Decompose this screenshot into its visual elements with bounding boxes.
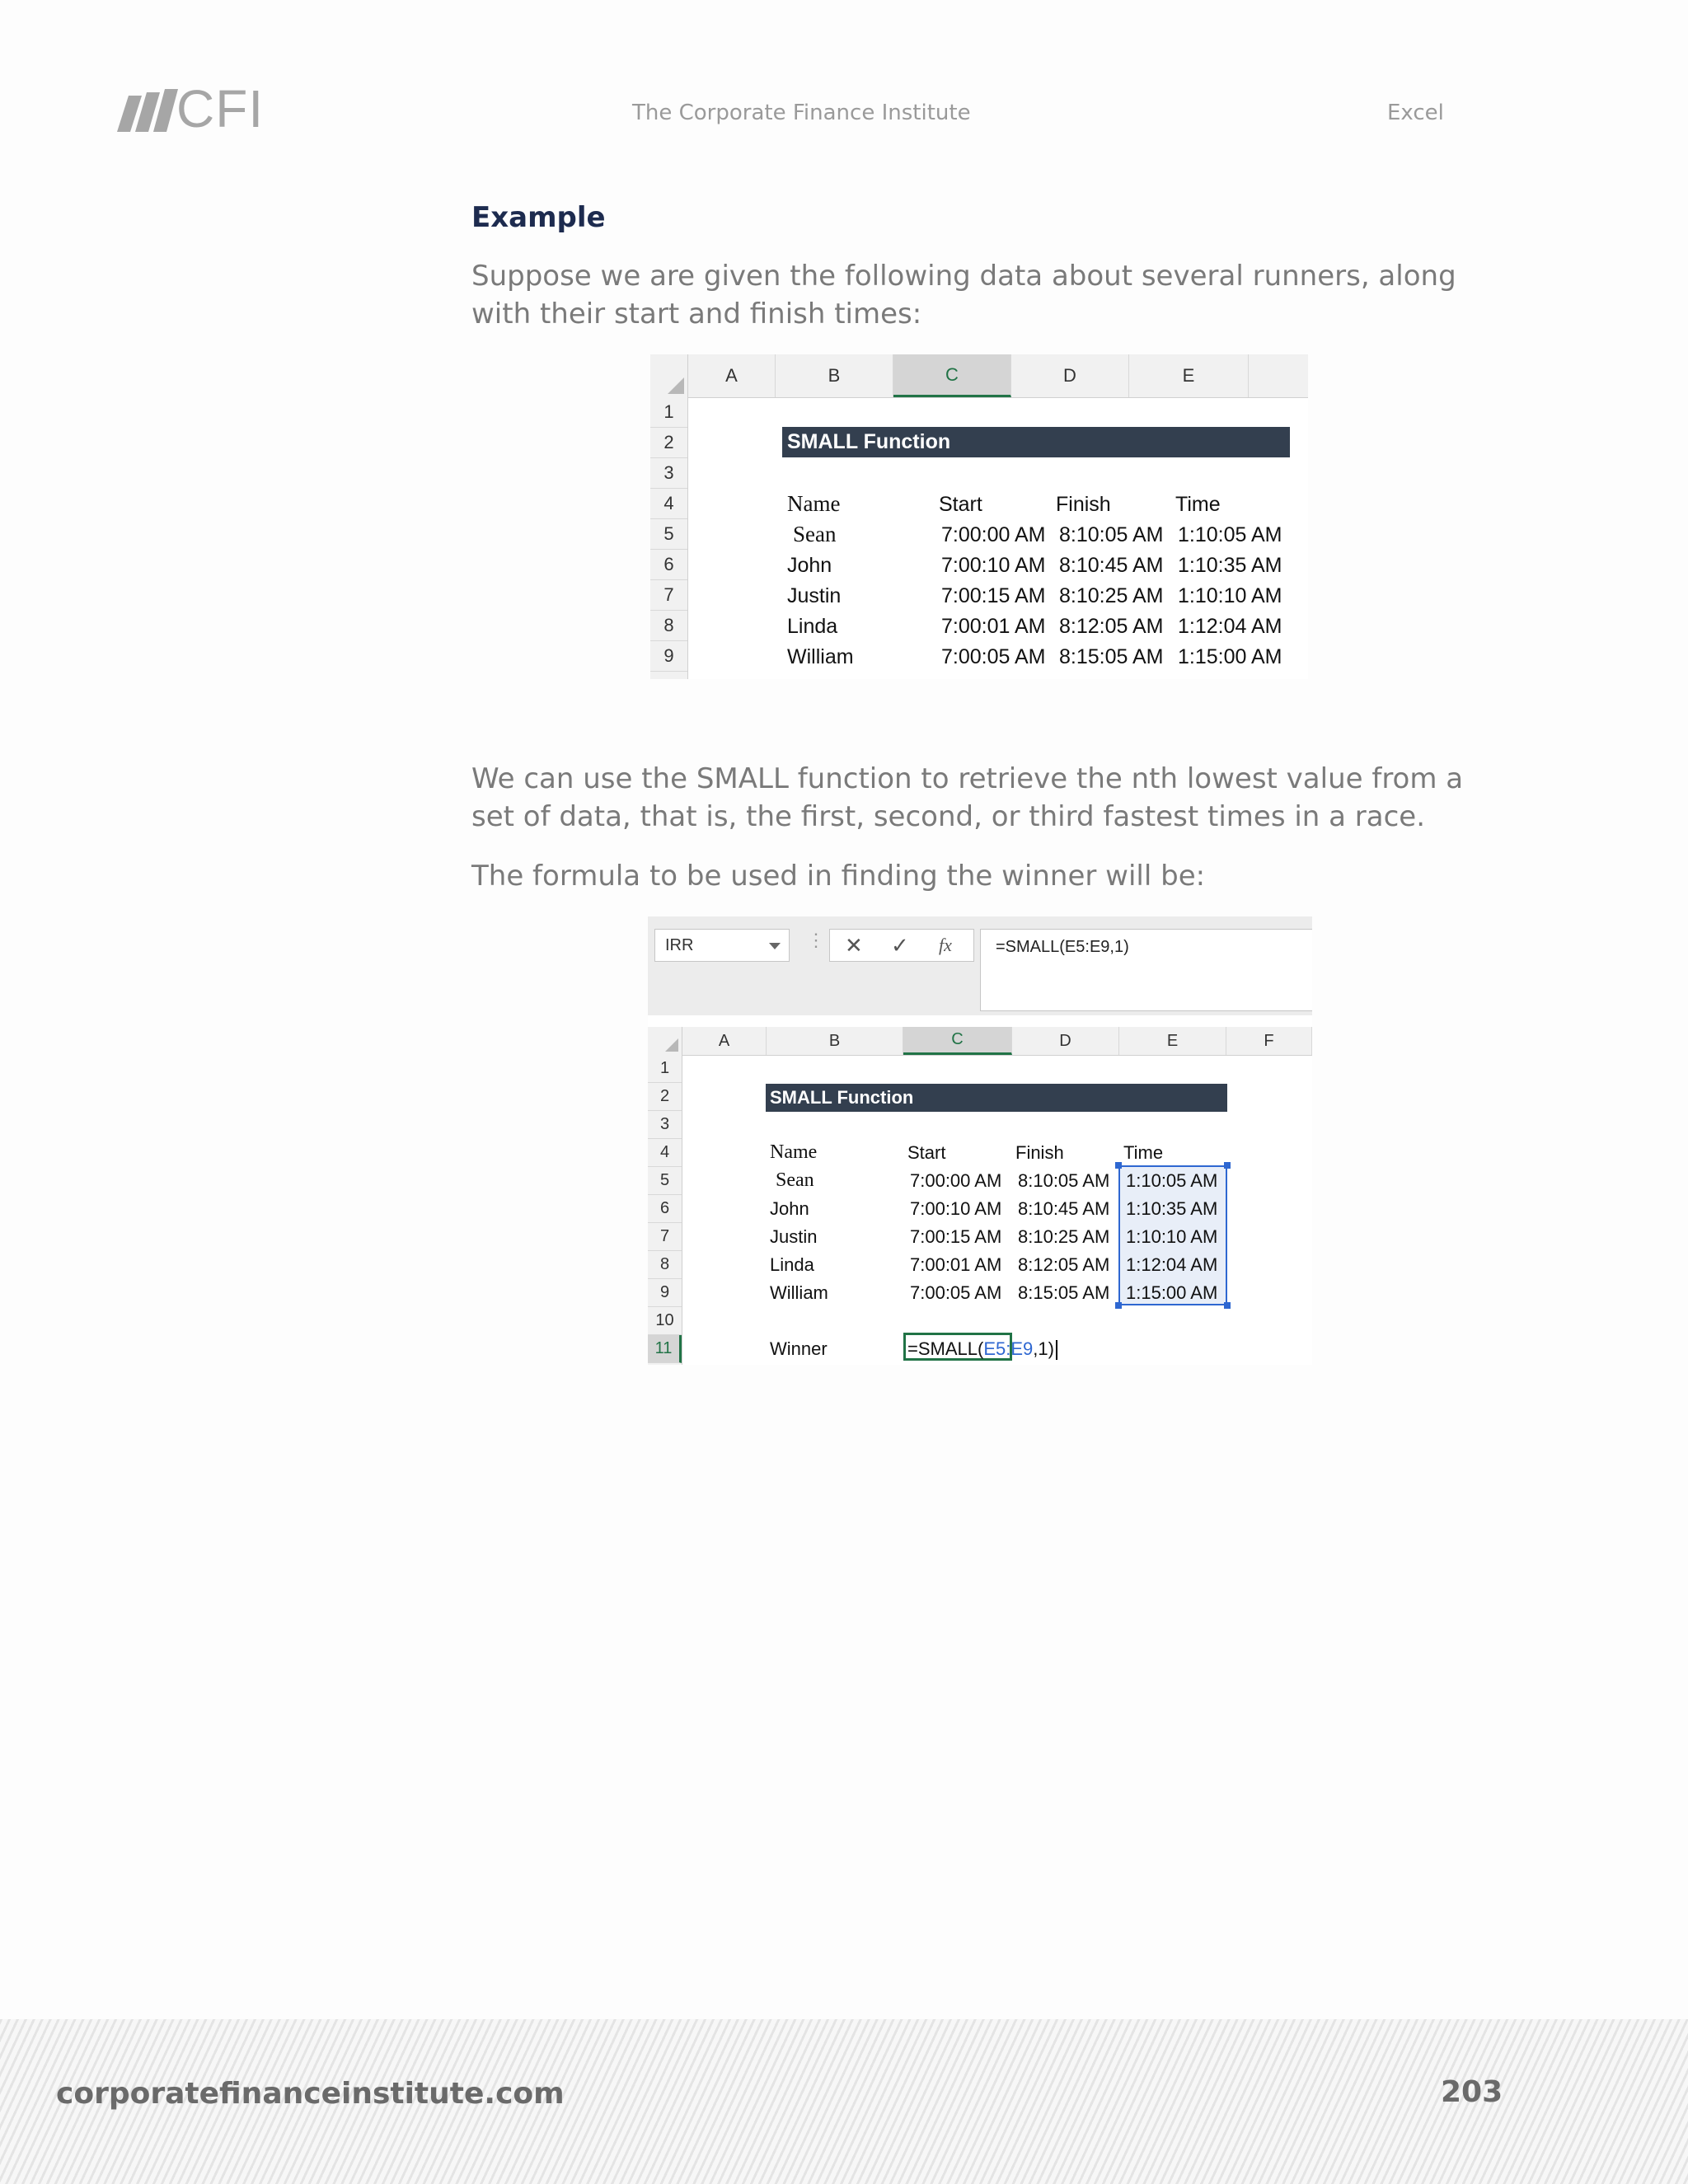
paragraph-formula-intro: The formula to be used in finding the winner will be: bbox=[471, 860, 1206, 893]
select-all-corner[interactable] bbox=[650, 354, 688, 397]
row-header[interactable]: 7 bbox=[650, 580, 687, 611]
header-section: Excel bbox=[1387, 101, 1444, 125]
cell-finish[interactable]: 8:15:05 AM bbox=[1059, 645, 1164, 668]
row-header[interactable]: 6 bbox=[650, 550, 687, 580]
selection-handle[interactable] bbox=[1224, 1162, 1231, 1169]
header-time[interactable]: Time bbox=[1123, 1142, 1164, 1163]
row-header[interactable]: 2 bbox=[648, 1083, 682, 1111]
selection-handle[interactable] bbox=[1224, 1302, 1231, 1309]
more-options-icon[interactable]: ⋮ bbox=[807, 930, 825, 950]
cell-start[interactable]: 7:00:01 AM bbox=[910, 1254, 1002, 1275]
function-icon[interactable]: fx bbox=[939, 935, 952, 955]
cell-time[interactable]: 1:12:04 AM bbox=[1126, 1254, 1218, 1275]
cell-finish[interactable]: 8:15:05 AM bbox=[1018, 1282, 1110, 1303]
row-header[interactable]: 5 bbox=[648, 1167, 682, 1195]
cell-start[interactable]: 7:00:15 AM bbox=[941, 584, 1046, 607]
cell-name[interactable]: Sean bbox=[793, 522, 837, 546]
cell-finish[interactable]: 8:10:05 AM bbox=[1018, 1170, 1110, 1191]
cell-time[interactable]: 1:15:00 AM bbox=[1126, 1282, 1218, 1303]
row-header[interactable]: 5 bbox=[650, 519, 687, 550]
cell-time[interactable]: 1:10:35 AM bbox=[1178, 554, 1282, 577]
cell-finish[interactable]: 8:10:45 AM bbox=[1018, 1198, 1110, 1219]
column-header-a[interactable]: A bbox=[688, 354, 776, 397]
cell-finish[interactable]: 8:12:05 AM bbox=[1018, 1254, 1110, 1275]
cell-start[interactable]: 7:00:00 AM bbox=[910, 1170, 1002, 1191]
sheet-title-bar[interactable]: SMALL Function bbox=[766, 1084, 1227, 1112]
header-finish[interactable]: Finish bbox=[1015, 1142, 1064, 1163]
column-header-a[interactable]: A bbox=[682, 1027, 767, 1055]
cell-finish[interactable]: 8:10:45 AM bbox=[1059, 554, 1164, 577]
formula-edit[interactable] bbox=[907, 1338, 1057, 1360]
header-time[interactable]: Time bbox=[1175, 493, 1221, 516]
cell-start[interactable]: 7:00:01 AM bbox=[941, 615, 1046, 638]
cell-finish[interactable]: 8:10:25 AM bbox=[1018, 1226, 1110, 1247]
formula-prefix: =SMALL( bbox=[907, 1338, 984, 1359]
column-header-c[interactable]: C bbox=[903, 1027, 1012, 1055]
column-header-f[interactable]: F bbox=[1226, 1027, 1312, 1055]
formula-bar-text: =SMALL(E5:E9,1) bbox=[996, 938, 1129, 956]
cell-time[interactable]: 1:10:10 AM bbox=[1178, 584, 1282, 607]
row-header[interactable]: 1 bbox=[648, 1055, 682, 1083]
row-headers bbox=[648, 1055, 682, 1365]
cell-time[interactable]: 1:10:35 AM bbox=[1126, 1198, 1218, 1219]
cancel-icon[interactable]: ✕ bbox=[845, 933, 863, 958]
cell-start[interactable]: 7:00:10 AM bbox=[941, 554, 1046, 577]
row-header[interactable]: 10 bbox=[648, 1307, 682, 1335]
row-header[interactable]: 7 bbox=[648, 1223, 682, 1251]
formula-bar-input[interactable] bbox=[980, 929, 1312, 1011]
paragraph-intro: Suppose we are given the following data about several runners, along with their start and finish times: bbox=[471, 260, 1456, 330]
cell-finish[interactable]: 8:10:25 AM bbox=[1059, 584, 1164, 607]
formula-range-ref: E5:E9 bbox=[983, 1338, 1034, 1359]
text-cursor bbox=[1056, 1340, 1057, 1360]
column-header-e[interactable]: E bbox=[1129, 354, 1249, 397]
cell-start[interactable]: 7:00:05 AM bbox=[941, 645, 1046, 668]
row-header[interactable]: 9 bbox=[648, 1279, 682, 1307]
cell-name[interactable]: William bbox=[770, 1282, 828, 1303]
row-header[interactable]: 2 bbox=[650, 428, 687, 458]
formula-suffix: ,1) bbox=[1033, 1338, 1054, 1359]
selection-handle[interactable] bbox=[1115, 1302, 1122, 1309]
column-header-b[interactable]: B bbox=[776, 354, 893, 397]
name-box[interactable] bbox=[654, 929, 790, 962]
cell-name[interactable]: Justin bbox=[787, 584, 842, 607]
selection-handle[interactable] bbox=[1115, 1162, 1122, 1169]
header-name[interactable]: Name bbox=[787, 491, 841, 516]
chevron-down-icon[interactable] bbox=[769, 943, 781, 949]
row-header[interactable]: 8 bbox=[648, 1251, 682, 1279]
cell-start[interactable]: 7:00:15 AM bbox=[910, 1226, 1002, 1247]
cell-time[interactable]: 1:15:00 AM bbox=[1178, 645, 1282, 668]
check-icon[interactable]: ✓ bbox=[891, 933, 909, 958]
row-header[interactable]: 4 bbox=[648, 1139, 682, 1167]
cell-time[interactable]: 1:10:05 AM bbox=[1178, 523, 1282, 546]
select-all-corner[interactable] bbox=[648, 1027, 682, 1055]
column-header-c[interactable]: C bbox=[893, 354, 1011, 397]
cell-name[interactable]: John bbox=[770, 1198, 809, 1219]
spreadsheet-2 bbox=[648, 916, 1312, 1365]
row-header[interactable]: 6 bbox=[648, 1195, 682, 1223]
row-header[interactable]: 1 bbox=[650, 397, 687, 428]
sheet-title-bar[interactable]: SMALL Function bbox=[782, 427, 1290, 457]
paragraph-small-function: We can use the SMALL function to retrieve the nth lowest value from a set of data, that is, the first, second, or third fastest times in a race. bbox=[471, 762, 1464, 833]
header-start[interactable]: Start bbox=[939, 493, 982, 516]
cell-finish[interactable]: 8:10:05 AM bbox=[1059, 523, 1164, 546]
section-heading: Example bbox=[471, 201, 606, 234]
row-header[interactable]: 4 bbox=[650, 489, 687, 519]
column-header-e[interactable]: E bbox=[1119, 1027, 1226, 1055]
header-name[interactable]: Name bbox=[770, 1141, 818, 1163]
row-header[interactable]: 3 bbox=[648, 1111, 682, 1139]
cell-name[interactable]: Sean bbox=[776, 1169, 814, 1191]
header-title: The Corporate Finance Institute bbox=[632, 101, 971, 125]
cell-time[interactable]: 1:12:04 AM bbox=[1178, 615, 1282, 638]
row-header[interactable]: 9 bbox=[650, 641, 687, 672]
winner-label[interactable]: Winner bbox=[770, 1338, 828, 1359]
cell-name[interactable]: Linda bbox=[787, 615, 838, 638]
row-header[interactable]: 3 bbox=[650, 458, 687, 489]
column-header-d[interactable]: D bbox=[1012, 1027, 1119, 1055]
row-header[interactable]: 11 bbox=[648, 1335, 682, 1363]
cell-time[interactable]: 1:10:05 AM bbox=[1126, 1170, 1218, 1191]
cell-time[interactable]: 1:10:10 AM bbox=[1126, 1226, 1218, 1247]
cell-start[interactable]: 7:00:10 AM bbox=[910, 1198, 1002, 1219]
row-header[interactable]: 8 bbox=[650, 611, 687, 641]
spreadsheet-1 bbox=[650, 354, 1308, 679]
column-header-d[interactable]: D bbox=[1011, 354, 1129, 397]
column-header-b[interactable]: B bbox=[767, 1027, 903, 1055]
header-start[interactable]: Start bbox=[907, 1142, 946, 1163]
header-finish[interactable]: Finish bbox=[1056, 493, 1111, 516]
footer-url[interactable]: corporatefinanceinstitute.com bbox=[56, 2077, 565, 2111]
name-box-value: IRR bbox=[665, 936, 694, 954]
column-headers bbox=[650, 354, 1308, 398]
cell-name[interactable]: Linda bbox=[770, 1254, 814, 1275]
cell-start[interactable]: 7:00:00 AM bbox=[941, 523, 1046, 546]
logo-text: CFI bbox=[176, 79, 265, 138]
cell-name[interactable]: John bbox=[787, 554, 832, 577]
page-number: 203 bbox=[1441, 2075, 1503, 2109]
cell-finish[interactable]: 8:12:05 AM bbox=[1059, 615, 1164, 638]
cell-name[interactable]: William bbox=[787, 645, 854, 668]
cell-start[interactable]: 7:00:05 AM bbox=[910, 1282, 1002, 1303]
cell-name[interactable]: Justin bbox=[770, 1226, 818, 1247]
formula-buttons bbox=[829, 929, 974, 962]
row-headers bbox=[650, 397, 688, 679]
column-headers bbox=[648, 1027, 1312, 1056]
